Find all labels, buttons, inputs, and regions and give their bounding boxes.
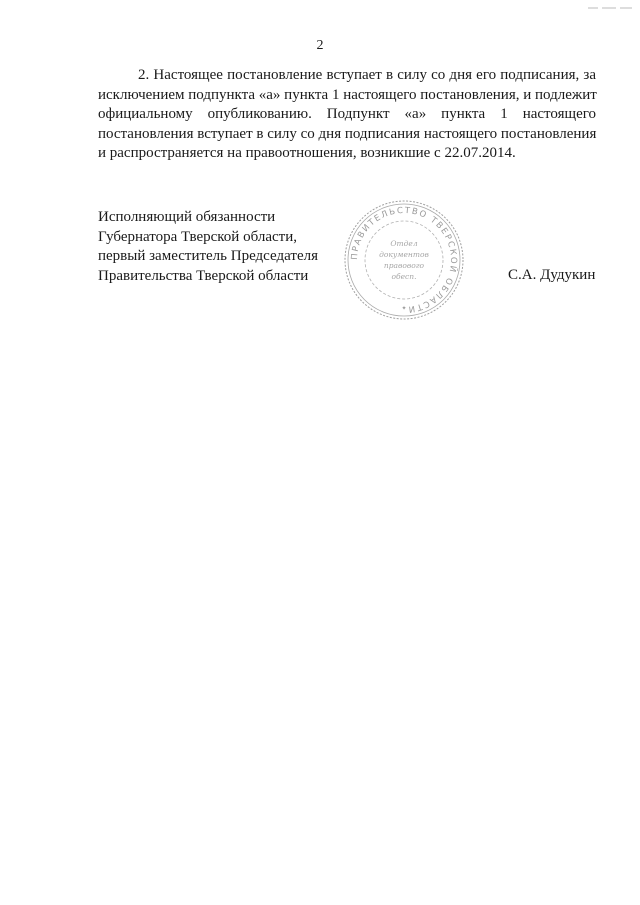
signer-title-block <box>98 208 318 286</box>
signer-title-line: Правительства Тверской области <box>98 267 309 284</box>
signer-title-line: Исполняющий обязанности <box>98 209 276 225</box>
paragraph-line: и распространяется на правоотношения, возникшие с 22.07.2014. <box>98 145 516 161</box>
svg-text:✦: ✦ <box>401 305 407 312</box>
seal-center-line: Отдел <box>390 239 418 248</box>
signer-title-line: Губернатора Тверской области, <box>98 228 297 245</box>
seal-center-line: обесп. <box>391 272 417 281</box>
paragraph-line: официальному опубликованию. Подпункт «а» пункта 1 настоящего <box>98 106 596 122</box>
signer-title-line: первый заместитель Председателя <box>98 248 318 264</box>
svg-text:ПРАВИТЕЛЬСТВО ТВЕРСКОЙ ОБЛАСТИ <box>350 206 460 314</box>
body-paragraph <box>98 66 596 164</box>
paragraph-line: исключением подпункта «а» пункта 1 настоящего постановления, и подлежит <box>98 86 597 103</box>
paragraph-line: постановления вступает в силу со дня подписания настоящего постановления <box>98 125 597 142</box>
page-number: 2 <box>316 38 324 53</box>
official-seal <box>342 198 466 322</box>
seal-center-line: правового <box>383 261 425 270</box>
scan-corner-mark <box>586 0 636 6</box>
paragraph-line: 2. Настоящее постановление вступает в силу со дня его подписания, за <box>138 67 596 83</box>
signer-name: С.А. Дудукин <box>508 267 596 283</box>
seal-ring-text: ПРАВИТЕЛЬСТВО ТВЕРСКОЙ ОБЛАСТИ <box>349 205 459 315</box>
seal-center-line: документов <box>379 250 429 259</box>
